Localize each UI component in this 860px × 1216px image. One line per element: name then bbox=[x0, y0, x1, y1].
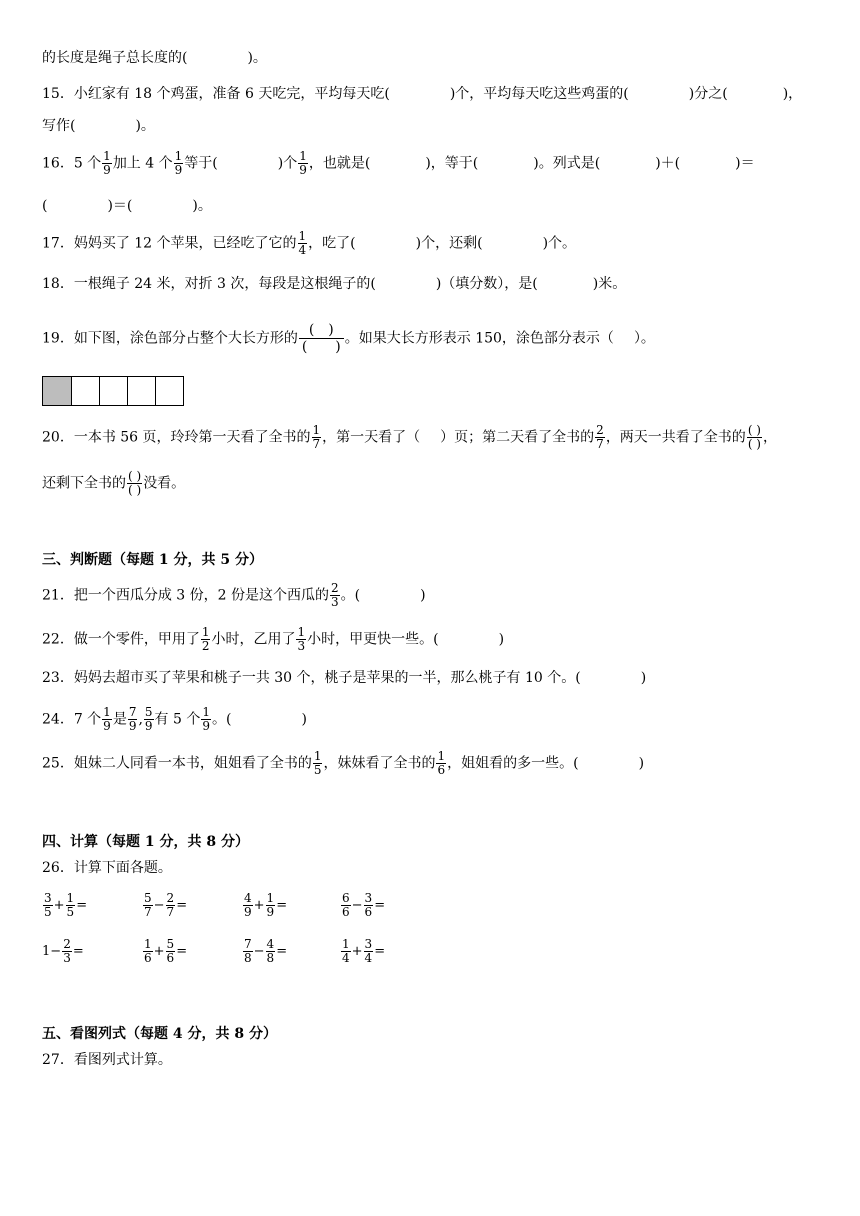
cell bbox=[127, 377, 155, 405]
fraction: $\frac{2}{3}$ bbox=[330, 581, 339, 609]
calc-item-2: $\frac{5}{7}$ − $\frac{2}{7}$ = bbox=[144, 891, 188, 919]
calc-item-8: $\frac{1}{4}$ + $\frac{3}{4}$ = bbox=[342, 937, 386, 965]
question-25: 25．姐妹二人同看一本书，姐姐看了全书的 $\frac{1}{5}$ ，妹妹看了全书的 $\frac{1}{6}$ ，姐姐看的多一些。( ) bbox=[42, 749, 645, 777]
fraction: $\frac{1}{9}$ bbox=[103, 149, 111, 177]
cell bbox=[155, 377, 183, 405]
question-20-cont: 还剩下全书的 $\frac{( )}{( )}$ 没看。 bbox=[42, 469, 186, 497]
fraction: $\frac{1}{3}$ bbox=[297, 625, 306, 653]
calc-item-1: $\frac{3}{5}$ + $\frac{1}{5}$ = bbox=[44, 891, 88, 919]
calc-item-6: $\frac{1}{6}$ + $\frac{5}{6}$ = bbox=[144, 937, 188, 965]
section-5-heading: 五、看图列式（每题 4 分，共 8 分） bbox=[42, 1026, 277, 1042]
shaded-rectangle-diagram bbox=[42, 376, 184, 406]
fraction: $\frac{1}{9}$ bbox=[174, 149, 183, 177]
fraction: $\frac{1}{6}$ bbox=[437, 749, 446, 777]
calc-item-5: 1− $\frac{2}{3}$ = bbox=[42, 937, 84, 965]
blank-fraction[interactable]: $\frac{( )}{( )}$ bbox=[128, 469, 142, 497]
fraction: $\frac{2}{7}$ bbox=[596, 423, 604, 451]
question-15: 15．小红家有 18 个鸡蛋，准备 6 天吃完，平均每天吃( )个，平均每天吃这些鸡蛋的( )分之( )， bbox=[42, 86, 803, 102]
calc-item-7: $\frac{7}{8}$ − $\frac{4}{8}$ = bbox=[244, 937, 288, 965]
fraction: $\frac{1}{5}$ bbox=[313, 749, 322, 777]
cell bbox=[71, 377, 99, 405]
question-21: 21．把一个西瓜分成 3 份，2 份是这个西瓜的 $\frac{2}{3}$ 。( ) bbox=[42, 581, 426, 609]
fraction: $\frac{1}{4}$ bbox=[298, 229, 307, 257]
question-14-tail: 的长度是绳子总长度的( )。 bbox=[42, 50, 267, 66]
question-16: 16．5 个 $\frac{1}{9}$ 加上 4 个 $\frac{1}{9}$ 等于( )个 $\frac{1}{9}$ ，也就是( )，等于( )。列式是( )＋( )＝ bbox=[42, 149, 755, 177]
fraction: $\frac{7}{9}$ bbox=[128, 705, 137, 733]
blank-fraction[interactable]: $\frac{( )}{( )}$ bbox=[299, 322, 344, 355]
fraction: $\frac{1}{9}$ bbox=[103, 705, 111, 733]
blank-fraction[interactable]: $\frac{( )}{( )}$ bbox=[747, 423, 761, 451]
fraction: $\frac{1}{7}$ bbox=[312, 423, 321, 451]
cell bbox=[99, 377, 127, 405]
shaded-cell bbox=[43, 377, 71, 405]
question-26: 26．计算下面各题。 bbox=[42, 860, 172, 876]
fraction: $\frac{1}{9}$ bbox=[299, 149, 307, 177]
fraction: $\frac{1}{2}$ bbox=[201, 625, 210, 653]
fraction: $\frac{1}{9}$ bbox=[202, 705, 210, 733]
question-22: 22．做一个零件，甲用了 $\frac{1}{2}$ 小时，乙用了 $\frac{1}{3}$ 小时，甲更快一些。( ) bbox=[42, 625, 505, 653]
question-15-cont: 写作( )。 bbox=[42, 118, 155, 134]
question-23: 23．妈妈去超市买了苹果和桃子一共 30 个，桃子是苹果的一半，那么桃子有 10 个。( ) bbox=[42, 670, 647, 686]
question-17: 17．妈妈买了 12 个苹果，已经吃了它的 $\frac{1}{4}$ ，吃了( )个，还剩( )个。 bbox=[42, 229, 577, 257]
question-20: 20．一本书 56 页，玲玲第一天看了全书的 $\frac{1}{7}$ ，第一天看了（ ）页；第二天看了全书的 $\frac{2}{7}$ ，两天一共看了全书的 $\frac{( )}{( )}$ ， bbox=[42, 423, 777, 451]
fraction: $\frac{5}{9}$ bbox=[144, 705, 153, 733]
question-16-cont: ( )＝( )。 bbox=[42, 198, 212, 214]
question-27: 27．看图列式计算。 bbox=[42, 1052, 172, 1068]
question-18: 18．一根绳子 24 米，对折 3 次，每段是这根绳子的( )（填分数），是( )米。 bbox=[42, 276, 627, 292]
question-24: 24．7 个 $\frac{1}{9}$ 是 $\frac{7}{9}$ , $\frac{5}{9}$ 有 5 个 $\frac{1}{9}$ 。( ) bbox=[42, 705, 307, 733]
calc-item-3: $\frac{4}{9}$ + $\frac{1}{9}$ = bbox=[244, 891, 288, 919]
calc-item-4: $\frac{6}{6}$ − $\frac{3}{6}$ = bbox=[342, 891, 386, 919]
section-4-heading: 四、计算（每题 1 分，共 8 分） bbox=[42, 834, 249, 850]
section-3-heading: 三、判断题（每题 1 分，共 5 分） bbox=[42, 552, 263, 568]
question-19: 19．如下图，涂色部分占整个大长方形的 $\frac{( )}{( )}$ 。如果大长方形表示 150，涂色部分表示（ ）。 bbox=[42, 322, 655, 355]
